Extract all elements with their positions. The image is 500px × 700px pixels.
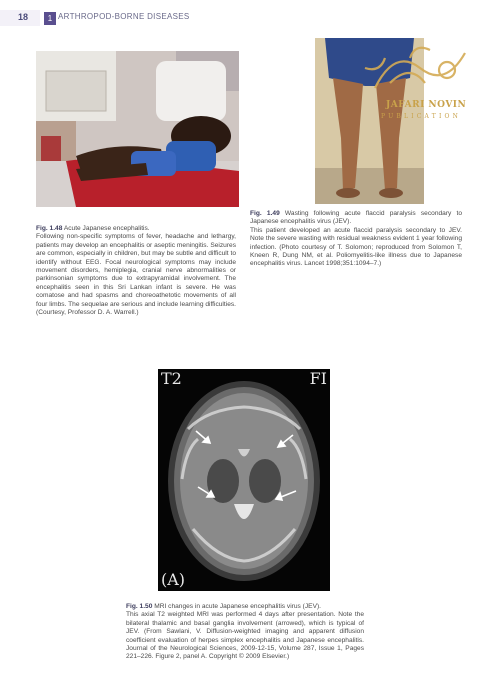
mri-sequence-label: T2 bbox=[161, 369, 182, 388]
figure-body: Following non-specific symptoms of fever, headache and lethargy, patients may develop an encephalitis or aseptic meningitis. Seizures are common, especially in children, but may be subtle and difficult to identify without EEG. Focal neurological symptoms may include movement disorders, hemiplegia, cranial nerve abnormalities or parkinsonian symptoms due to extrapyramidal involvement. The encephalitis seen in this Sri Lankan infant is severe. He was comatose and had spasms and choreoathetotic movements of all four limbs. The sequelae are serious and include learning difficulties. (Courtesy, Professor D. A. Warrell.) bbox=[36, 233, 236, 317]
mri-panel-label: (A) bbox=[161, 570, 186, 589]
figure-1-48-caption bbox=[36, 225, 236, 317]
mri-scan-illustration bbox=[158, 369, 330, 591]
figure-title: MRI changes in acute Japanese encephalitis virus (JEV). bbox=[154, 603, 321, 610]
figure-body: This patient developed an acute flaccid paralysis secondary to JEV. Note the severe wasting with residual weakness evident 1 year following infection. (Photo courtesy of T. Solomon; reproduced from Solomon T, Kneen R, Dung NM, et al. Poliomyelitis-like illness due to Japanese encephalitis virus. Lancet 1998;351:1094–7.) bbox=[250, 226, 462, 268]
figure-title: Wasting following acute flaccid paralysis secondary to Japanese encephalitis virus (JEV). bbox=[250, 210, 462, 226]
chapter-title: ARTHROPOD-BORNE DISEASES bbox=[58, 12, 190, 21]
chapter-number-badge: 1 bbox=[44, 12, 56, 25]
figure-1-49-caption bbox=[250, 210, 462, 269]
figure-1-50-caption bbox=[126, 603, 364, 662]
mri-marker-label: FI bbox=[309, 369, 327, 388]
figure-title: Acute Japanese encephalitis. bbox=[63, 225, 150, 232]
page-number: 18 bbox=[18, 12, 29, 22]
figure-label: Fig. 1.50 bbox=[126, 603, 153, 610]
figure-body: This axial T2 weighted MRI was performed 4 days after presentation. Note the bilateral thalamic and basal ganglia involvement (arrowed), which is typical of JEV. (From Sawlani, V. Diffusion-weighted imaging and apparent diffusion coefficient evaluation of herpes simplex encephalitis and Japanese encephalitis. Journal of the Neurological Sciences, 2009-12-15, Volume 287, Issue 1, Pages 221–226. Figure 2, panel A. Copyright © 2009 Elsevier.) bbox=[126, 611, 364, 661]
figure-1-50-mri bbox=[158, 369, 330, 591]
running-header bbox=[0, 0, 500, 26]
ornament-logo-icon bbox=[355, 38, 485, 100]
infant-photo-illustration bbox=[36, 51, 239, 207]
watermark-subtitle: PUBLICATION bbox=[381, 113, 462, 120]
figure-1-48-photo bbox=[36, 51, 239, 207]
figure-label: Fig. 1.48 bbox=[36, 225, 63, 232]
figure-label: Fig. 1.49 bbox=[250, 210, 280, 217]
watermark-title: JAFARI NOVIN bbox=[386, 100, 467, 110]
